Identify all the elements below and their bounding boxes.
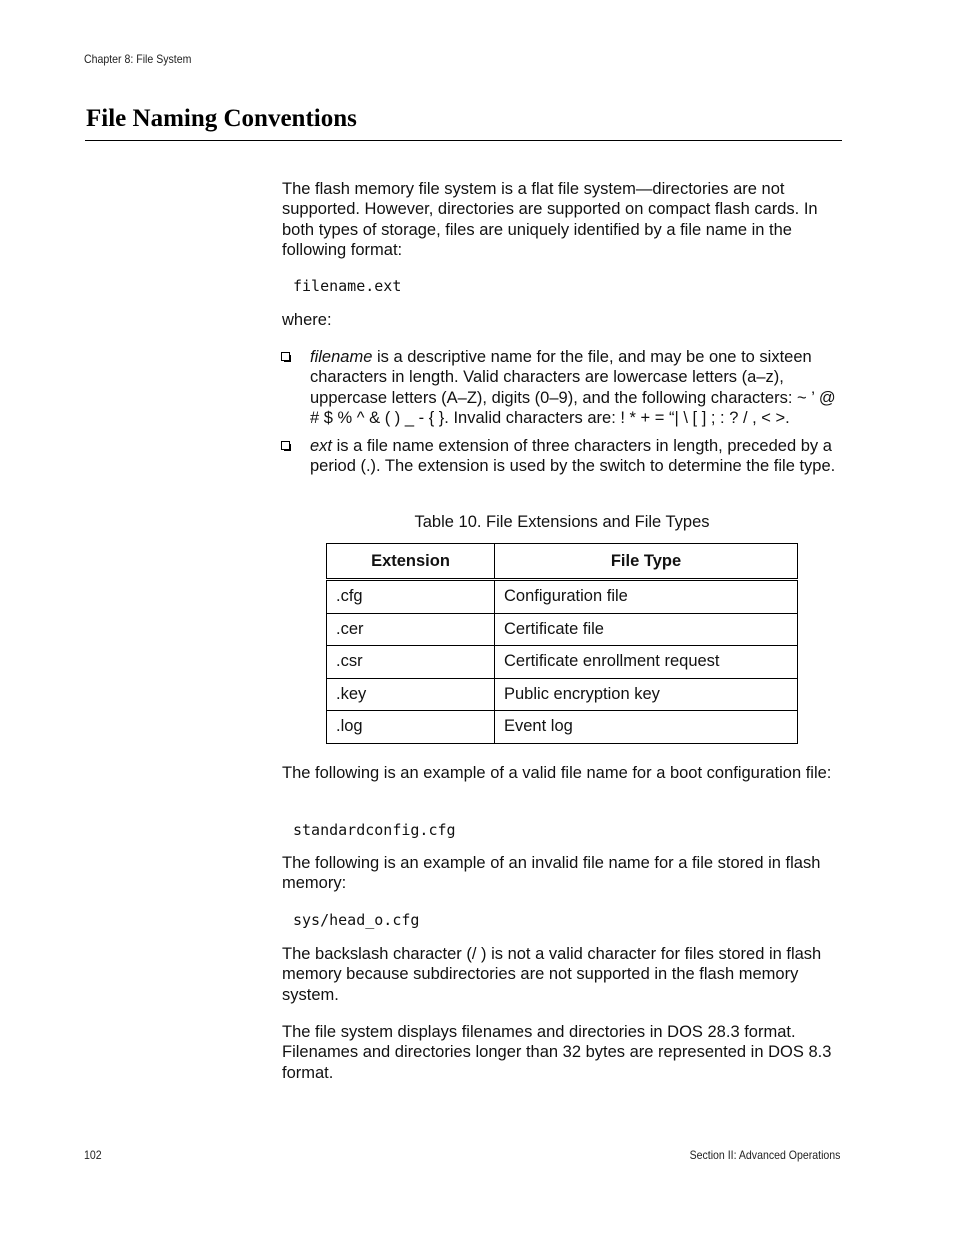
- file-type-cell: Certificate enrollment request: [495, 646, 798, 679]
- dos-format-note: The file system displays filenames and directories in DOS 28.3 format. Filenames and directories longer than 32 bytes are represented in DOS 8.3 format.: [282, 1023, 832, 1082]
- invalid-example-paragraph: The following is an example of an invalid file name for a file stored in flash memory:: [282, 854, 821, 893]
- valid-example-code: standardconfig.cfg: [293, 821, 456, 839]
- bullet-description: is a descriptive name for the file, and may be one to sixteen characters in length. Valid characters are lowercase letters (a–z), uppercase letters (A–Z), digits (0–9), and the following characters: ~ ’ @ # $ % ^ & ( ) _ - { }. Invalid characters are: ! * + = “| \ [ ] ; : ? / , < >.: [310, 348, 836, 427]
- table-row: [327, 711, 798, 744]
- bullet-ext: [310, 436, 842, 477]
- page-number: 102: [84, 1148, 102, 1162]
- format-code: filename.ext: [293, 277, 402, 295]
- bullet-term: filename: [310, 348, 373, 366]
- bullet-marker: [281, 352, 290, 361]
- extension-cell: .cfg: [327, 580, 495, 614]
- title-rule: [85, 140, 842, 141]
- file-type-cell: Configuration file: [495, 580, 798, 614]
- running-header: Chapter 8: File System: [84, 52, 192, 66]
- table-row: [327, 613, 798, 646]
- extension-cell: .csr: [327, 646, 495, 679]
- file-type-cell: Event log: [495, 711, 798, 744]
- section-title: File Naming Conventions: [86, 105, 357, 132]
- extension-cell: .log: [327, 711, 495, 744]
- table-row: [327, 580, 798, 614]
- bullet-marker: [281, 441, 290, 450]
- table-row: [327, 678, 798, 711]
- bullet-term: ext: [310, 437, 333, 455]
- extension-cell: .cer: [327, 613, 495, 646]
- footer-section: Section II: Advanced Operations: [689, 1148, 840, 1162]
- table-caption: Table 10. File Extensions and File Types: [414, 513, 710, 531]
- file-type-cell: Public encryption key: [495, 678, 798, 711]
- table-row: [327, 646, 798, 679]
- intro-paragraph: The flash memory file system is a flat file system—directories are not supported. However, directories are supported on compact flash cards. In both types of storage, files are uniquely identified by a file name in the following format:: [282, 180, 818, 259]
- table-header-row: [327, 544, 798, 580]
- column-header-extension: Extension: [327, 544, 495, 580]
- valid-example-paragraph: The following is an example of a valid file name for a boot configuration file:: [282, 764, 832, 782]
- file-type-cell: Certificate file: [495, 613, 798, 646]
- where-label: where:: [282, 311, 332, 329]
- bullet-description: is a file name extension of three characters in length, preceded by a period (.). The extension is used by the switch to determine the file type.: [310, 437, 836, 476]
- extension-cell: .key: [327, 678, 495, 711]
- column-header-file-type: File Type: [495, 544, 798, 580]
- bullet-filename: [310, 347, 842, 428]
- invalid-example-code: sys/head_o.cfg: [293, 911, 420, 929]
- backslash-note: The backslash character (/ ) is not a valid character for files stored in flash memory because subdirectories are not supported in the flash memory system.: [282, 945, 822, 1004]
- file-extensions-table: [326, 543, 798, 744]
